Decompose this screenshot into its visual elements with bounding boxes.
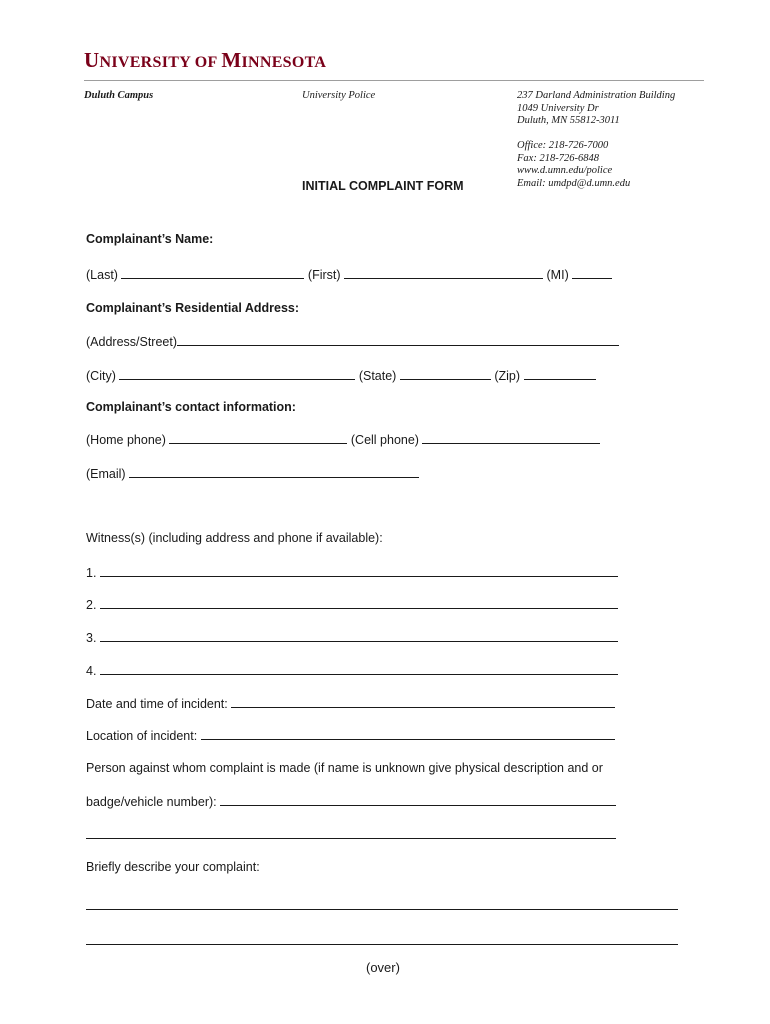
logo-rest-1: NIVERSITY OF xyxy=(99,54,222,71)
address-heading: Complainant’s Residential Address: xyxy=(86,301,300,315)
street-label: (Address/Street) xyxy=(86,335,178,349)
incident-location-row xyxy=(86,727,615,744)
street-field[interactable] xyxy=(177,333,619,346)
email-address: Email: umdpd@d.umn.edu xyxy=(517,177,631,189)
state-label: (State) xyxy=(358,369,397,383)
cell-phone-label: (Cell phone) xyxy=(350,433,419,447)
office-phone: Office: 218-726-7000 xyxy=(517,140,609,151)
person-description-label: Person against whom complaint is made (if name is unknown give physical description and or xyxy=(86,761,603,775)
incident-date-row xyxy=(86,695,615,712)
badge-vehicle-label: badge/vehicle number): xyxy=(86,795,217,809)
person-extra-row xyxy=(86,826,616,843)
witness-row xyxy=(86,662,618,679)
cell-phone-field[interactable] xyxy=(422,431,600,444)
first-name-field[interactable] xyxy=(344,266,543,279)
address-line: Duluth, MN 55812-3011 xyxy=(517,115,620,126)
complaint-line-1-field[interactable] xyxy=(86,897,678,910)
describe-row xyxy=(86,932,678,949)
home-phone-label: (Home phone) xyxy=(86,433,166,447)
logo-cap-m: M xyxy=(221,48,242,72)
university-logo-text xyxy=(84,50,326,71)
page-turn-note: (over) xyxy=(366,960,400,975)
last-name-label: (Last) xyxy=(86,268,118,282)
witness-number: 3. xyxy=(86,631,97,645)
mailing-address xyxy=(517,90,675,128)
incident-location-field[interactable] xyxy=(201,727,615,740)
city-field[interactable] xyxy=(119,367,355,380)
witness-row xyxy=(86,596,618,613)
incident-date-label: Date and time of incident: xyxy=(86,697,228,711)
city-label: (City) xyxy=(86,369,116,383)
form-title: INITIAL COMPLAINT FORM xyxy=(302,179,464,193)
city-state-zip-row xyxy=(86,367,596,384)
complaint-line-2-field[interactable] xyxy=(86,932,678,945)
zip-field[interactable] xyxy=(524,367,596,380)
email-label: (Email) xyxy=(86,467,126,481)
last-name-field[interactable] xyxy=(121,266,304,279)
witness-number: 2. xyxy=(86,598,97,612)
address-line: 1049 University Dr xyxy=(517,102,599,114)
person-extra-field[interactable] xyxy=(86,826,616,839)
incident-location-label: Location of incident: xyxy=(86,729,198,743)
witness-1-field[interactable] xyxy=(100,564,618,577)
fax-number: Fax: 218-726-6848 xyxy=(517,152,599,164)
witness-2-field[interactable] xyxy=(100,596,618,609)
zip-label: (Zip) xyxy=(494,369,521,383)
witness-number: 4. xyxy=(86,664,97,678)
witness-heading: Witness(s) (including address and phone if available): xyxy=(86,531,383,545)
name-row xyxy=(86,266,612,283)
incident-date-field[interactable] xyxy=(231,695,615,708)
email-field[interactable] xyxy=(129,465,419,478)
describe-label: Briefly describe your complaint: xyxy=(86,860,260,874)
logo-cap-u: U xyxy=(84,48,100,72)
contact-block xyxy=(517,140,630,190)
witness-row xyxy=(86,564,618,581)
name-heading: Complainant’s Name: xyxy=(86,232,214,246)
street-row xyxy=(86,333,619,350)
badge-vehicle-field[interactable] xyxy=(220,793,616,806)
first-name-label: (First) xyxy=(307,268,341,282)
witness-3-field[interactable] xyxy=(100,629,618,642)
campus-name: Duluth Campus xyxy=(84,90,154,101)
email-row xyxy=(86,465,419,482)
home-phone-field[interactable] xyxy=(169,431,347,444)
logo-rest-2: INNESOTA xyxy=(241,54,327,71)
address-line: 237 Darland Administration Building xyxy=(517,90,676,101)
header-divider xyxy=(84,80,704,81)
witness-4-field[interactable] xyxy=(100,662,618,675)
badge-vehicle-row xyxy=(86,793,616,810)
middle-initial-label: (MI) xyxy=(546,268,569,282)
department-name: University Police xyxy=(302,90,376,101)
witness-row xyxy=(86,629,618,646)
website: www.d.umn.edu/police xyxy=(517,165,613,176)
witness-number: 1. xyxy=(86,566,97,580)
contact-heading: Complainant’s contact information: xyxy=(86,400,296,414)
phone-row xyxy=(86,431,600,448)
state-field[interactable] xyxy=(400,367,491,380)
middle-initial-field[interactable] xyxy=(572,266,612,279)
describe-row xyxy=(86,897,678,914)
